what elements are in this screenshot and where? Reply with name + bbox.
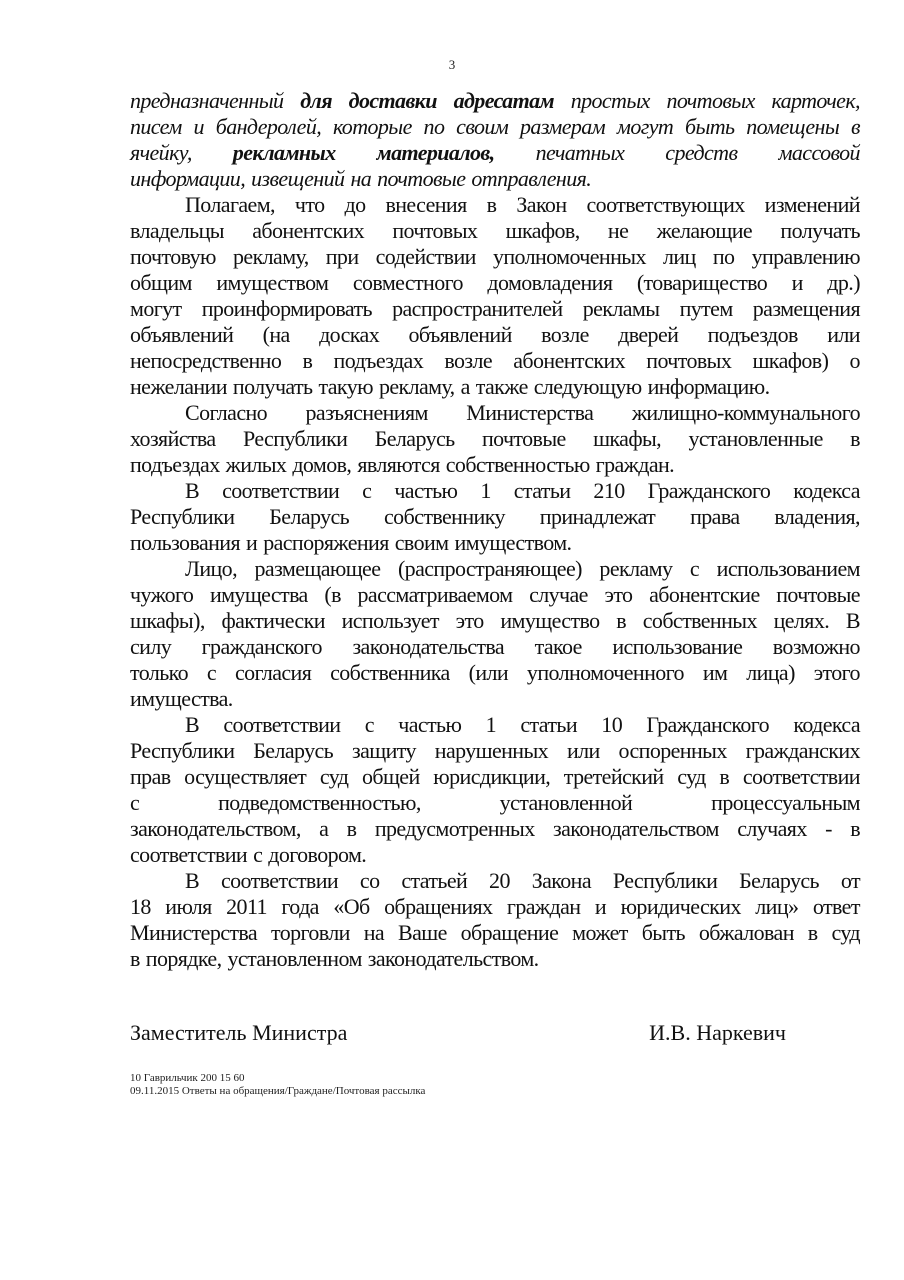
paragraph <box>130 400 860 478</box>
text-line: имущества. <box>130 686 233 711</box>
paragraph <box>130 556 860 712</box>
paragraph <box>130 478 860 556</box>
paragraph <box>130 88 860 192</box>
text-line: предназначенный для доставки адресатам простых почтовых карточек, <box>130 88 860 113</box>
text-line: прав осуществляет суд общей юрисдикции, третейский суд в соответствии <box>130 764 860 789</box>
page-number: 3 <box>448 57 456 72</box>
text-line: чужого имущества (в рассматриваемом случае это абонентские почтовые <box>130 582 860 607</box>
signatory-position: Заместитель Министра <box>130 1020 348 1045</box>
text-line: подъездах жилых домов, являются собственностью граждан. <box>130 452 675 477</box>
footer-executor: 10 Гаврильчик 200 15 60 <box>130 1072 245 1084</box>
text-line: В соответствии со статьей 20 Закона Республики Беларусь от <box>185 868 860 893</box>
text-line: почтовую рекламу, при содействии уполномоченных лиц по управлению <box>130 244 860 269</box>
text-line: Республики Беларусь защиту нарушенных или оспоренных гражданских <box>130 738 860 763</box>
text-line: в порядке, установленном законодательством. <box>130 946 539 971</box>
text-line: В соответствии с частью 1 статьи 10 Гражданского кодекса <box>185 712 860 737</box>
text-line: Согласно разъяснениям Министерства жилищно-коммунального <box>185 400 860 425</box>
text-line: могут проинформировать распространителей рекламы путем размещения <box>130 296 860 321</box>
text-line: пользования и распоряжения своим имуществом. <box>130 530 572 555</box>
text-line: силу гражданского законодательства такое использование возможно <box>130 634 860 659</box>
paragraph <box>130 868 860 972</box>
text-line: Полагаем, что до внесения в Закон соответствующих изменений <box>185 192 860 217</box>
paragraph <box>130 192 860 400</box>
text-line: хозяйства Республики Беларусь почтовые шкафы, установленные в <box>130 426 860 451</box>
paragraph <box>130 712 860 868</box>
text-line: шкафы), фактически использует это имущество в собственных целях. В <box>130 608 860 633</box>
text-line: объявлений (на досках объявлений возле дверей подъездов или <box>130 322 860 347</box>
text-line: нежелании получать такую рекламу, а также следующую информацию. <box>130 374 770 399</box>
text-line: Республики Беларусь собственнику принадлежат права владения, <box>130 504 860 529</box>
text-line: общим имуществом совместного домовладения (товарищество и др.) <box>130 270 860 295</box>
text-line: с подведомственностью, установленной процессуальным <box>130 790 860 815</box>
footer-file-path: 09.11.2015 Ответы на обращения/Граждане/Почтовая рассылка <box>130 1085 426 1097</box>
text-line: законодательством, а в предусмотренных законодательством случаях - в <box>130 816 860 841</box>
signatory-name: И.В. Наркевич <box>649 1020 786 1045</box>
text-line: только с согласия собственника (или уполномоченного им лица) этого <box>130 660 860 685</box>
signature-block <box>130 1020 786 1046</box>
text-line: информации, извещений на почтовые отправления. <box>130 166 592 191</box>
text-line: 18 июля 2011 года «Об обращениях граждан и юридических лиц» ответ <box>130 894 860 919</box>
text-line: Лицо, размещающее (распространяющее) рекламу с использованием <box>185 556 860 581</box>
text-line: В соответствии с частью 1 статьи 210 Гражданского кодекса <box>185 478 860 503</box>
text-line: писем и бандеролей, которые по своим размерам могут быть помещены в <box>130 114 860 139</box>
footer-note <box>130 1072 425 1098</box>
text-line: ячейку, рекламных материалов, печатных средств массовой <box>130 140 860 165</box>
text-line: Министерства торговли на Ваше обращение может быть обжалован в суд <box>130 920 860 945</box>
text-line: владельцы абонентских почтовых шкафов, не желающие получать <box>130 218 860 243</box>
document-body <box>130 88 860 972</box>
text-line: соответствии с договором. <box>130 842 367 867</box>
text-line: непосредственно в подъездах возле абонентских почтовых шкафов) о <box>130 348 860 373</box>
